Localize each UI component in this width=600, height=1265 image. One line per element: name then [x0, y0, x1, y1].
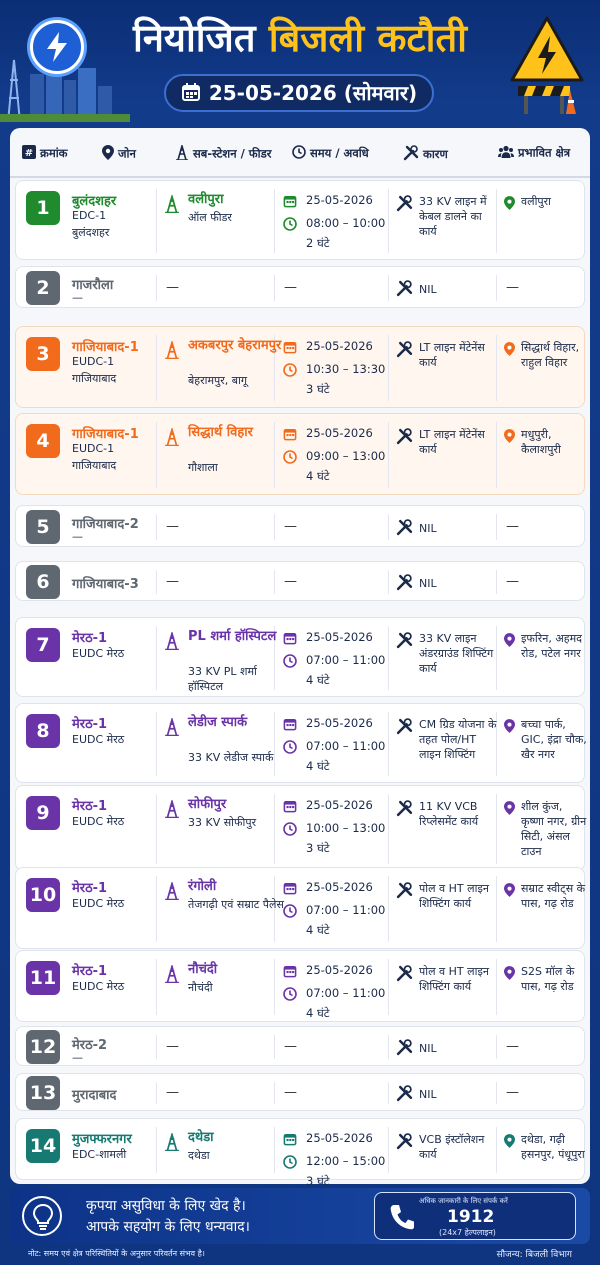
column-divider: [274, 514, 275, 540]
column-divider: [156, 876, 157, 942]
row-number-badge: 6: [26, 565, 60, 599]
column-divider: [274, 570, 275, 594]
empty-area: —: [506, 280, 519, 295]
zone-name: मुरादाबाद: [72, 1088, 117, 1103]
empty-area: —: [506, 574, 519, 589]
tools-icon: [403, 145, 419, 164]
table-row: [15, 1026, 585, 1066]
clock-icon: [283, 362, 297, 381]
calendar-icon: [283, 339, 297, 358]
column-divider: [388, 514, 389, 540]
table-row: [15, 1073, 585, 1111]
zone-name: गाजियाबाद-1: [72, 427, 139, 442]
affected-area: वलीपुरा: [521, 195, 552, 208]
table-header: [10, 128, 590, 178]
feeder-name: तेजगढ़ी एवं सम्राट पैलेस: [188, 898, 284, 911]
column-divider: [156, 570, 157, 594]
row-number-badge: 9: [26, 796, 60, 830]
outage-time: 08:00 – 10:00: [306, 216, 386, 230]
reason-text: पोल व HT लाइन शिफ्टिंग कार्य: [419, 965, 489, 993]
transmission-tower-icon: [164, 428, 180, 450]
affected-area: दथेडा, गढ़ी हसनपुर, पंधूपुरा: [521, 1133, 585, 1161]
column-divider: [388, 189, 389, 253]
transmission-tower-icon: [164, 718, 180, 740]
affected-area: शील कुंज, कृष्णा नगर, ग्रीन सिटी, अंसल टाउन: [521, 800, 587, 858]
table-row: [15, 505, 585, 547]
reason-text: 33 KV लाइन अंडरग्राउंड शिफ्टिंग कार्य: [419, 632, 494, 675]
substation-name: सिद्धार्थ विहार: [188, 425, 253, 440]
row-number-badge: 13: [26, 1076, 60, 1110]
column-divider: [388, 794, 389, 864]
calendar-icon: [283, 1131, 297, 1150]
zone-sub: EUDC-1: [72, 355, 115, 368]
column-divider: [388, 570, 389, 594]
tools-icon: [396, 965, 413, 986]
column-divider: [274, 1035, 275, 1059]
transmission-tower-icon: [164, 882, 180, 904]
outage-date: 25-05-2026: [306, 798, 373, 812]
feeder-name: बेहरामपुर, बागू: [188, 374, 248, 387]
tools-icon: [396, 1085, 413, 1106]
phone-icon: [389, 1203, 415, 1231]
contact-box[interactable]: [374, 1192, 576, 1240]
substation-name: वलीपुरा: [188, 192, 224, 207]
outage-date: 25-05-2026: [306, 880, 373, 894]
feeder-name: 33 KV PL शर्मा हॉस्पिटल: [188, 665, 257, 693]
calendar-icon: [181, 78, 201, 112]
column-divider: [388, 275, 389, 301]
tools-icon: [396, 428, 413, 449]
reason-text: CM ग्रिड योजना के तहत पोल/HT लाइन शिफ्टिंग: [419, 718, 497, 761]
empty-time: —: [284, 1039, 297, 1054]
hash-icon: [22, 145, 36, 162]
location-pin-icon: [504, 341, 515, 360]
column-divider: [156, 1082, 157, 1104]
affected-area: इफरिन, अहमद रोड, पटेल नगर: [521, 632, 582, 660]
outage-duration: 4 घंटे: [306, 759, 330, 773]
location-pin-icon: [504, 800, 515, 819]
contact-label: अधिक जानकारी के लिए संपर्क करें: [419, 1197, 508, 1205]
lightbulb-icon: [22, 1196, 62, 1236]
clock-icon: [283, 1154, 297, 1173]
zone-sub: EDC-शामली: [72, 1148, 127, 1161]
empty-time: —: [284, 574, 297, 589]
reason-text: VCB इंस्टॉलेशन कार्य: [419, 1133, 485, 1161]
affected-area: सिद्धार्थ विहार, राहुल विहार: [521, 341, 580, 369]
outage-table: [10, 128, 590, 1188]
outage-time: 12:00 – 15:00: [306, 1154, 386, 1168]
table-row: [15, 867, 585, 949]
row-number-badge: 2: [26, 271, 60, 305]
calendar-icon: [283, 716, 297, 735]
substation-name: सोफीपुर: [188, 797, 227, 812]
row-number-badge: 4: [26, 424, 60, 458]
transmission-tower-icon: [164, 632, 180, 654]
calendar-icon: [283, 880, 297, 899]
outage-time: 10:30 – 13:30: [306, 362, 386, 376]
empty-substation: —: [166, 574, 179, 589]
clock-icon: [283, 653, 297, 672]
zone-name: गाजियाबाद-2: [72, 517, 139, 532]
col-zone: जोन: [102, 145, 136, 163]
row-number-badge: 3: [26, 337, 60, 371]
table-row: [15, 326, 585, 408]
zone-sub: EUDC मेरठ: [72, 647, 125, 660]
warning-sign-icon: [510, 14, 584, 118]
outage-date: 25-05-2026: [306, 339, 373, 353]
col-time: समय / अवधि: [292, 145, 369, 162]
outage-duration: 4 घंटे: [306, 923, 330, 937]
zone-sub2: गाजियाबाद: [72, 459, 117, 472]
zone-name: गाजियाबाद-1: [72, 340, 139, 355]
zone-sub: EUDC मेरठ: [72, 897, 125, 910]
row-number-badge: 1: [26, 191, 60, 225]
column-divider: [156, 335, 157, 401]
empty-area: —: [506, 519, 519, 534]
column-divider: [388, 876, 389, 942]
outage-time: 07:00 – 11:00: [306, 986, 386, 1000]
location-pin-icon: [504, 195, 515, 214]
outage-duration: 3 घंटे: [306, 841, 330, 855]
column-divider: [388, 712, 389, 776]
reason-text: 11 KV VCB रिप्लेसमेंट कार्य: [419, 800, 479, 828]
column-divider: [156, 1127, 157, 1173]
page-title: [100, 10, 500, 66]
empty-substation: —: [166, 1039, 179, 1054]
reason-text: NIL: [419, 1088, 437, 1101]
row-number-badge: 7: [26, 628, 60, 662]
substation-name: दथेडा: [188, 1130, 214, 1145]
date-pill: [164, 74, 434, 112]
row-number-badge: 5: [26, 510, 60, 544]
zone-sub: —: [72, 291, 83, 304]
calendar-icon: [283, 193, 297, 212]
zone-sub: EUDC मेरठ: [72, 980, 125, 993]
column-divider: [388, 1127, 389, 1173]
feeder-name: नौचंदी: [188, 981, 213, 994]
outage-date: 25-05-2026: [306, 193, 373, 207]
table-row: [15, 950, 585, 1022]
column-divider: [156, 514, 157, 540]
column-divider: [388, 335, 389, 401]
tools-icon: [396, 341, 413, 362]
header: [0, 0, 600, 122]
reason-text: 33 KV लाइन में केबल डालने का कार्य: [419, 195, 487, 238]
transmission-tower-icon: [164, 195, 180, 217]
affected-area: S2S मॉल के पास, गढ़ रोड: [521, 965, 575, 993]
zone-name: गाजियाबाद-3: [72, 577, 139, 592]
footer-message-2: आपके सहयोग के लिए धन्यवाद।: [86, 1219, 250, 1235]
transmission-tower-icon: [164, 965, 180, 987]
empty-substation: —: [166, 280, 179, 295]
tools-icon: [396, 574, 413, 595]
table-row: [15, 785, 585, 871]
substation-name: रंगोली: [188, 879, 217, 894]
feeder-name: 33 KV लेडीज स्पार्क: [188, 751, 274, 764]
column-divider: [156, 189, 157, 253]
table-row: [15, 180, 585, 260]
table-row: [15, 561, 585, 601]
column-divider: [388, 1082, 389, 1104]
helpline-label: (24x7 हेल्पलाइन): [439, 1228, 496, 1237]
transmission-tower-icon: [164, 341, 180, 363]
table-row: [15, 1118, 585, 1188]
outage-duration: 4 घंटे: [306, 1006, 330, 1020]
calendar-icon: [283, 426, 297, 445]
substation-name: लेडीज स्पार्क: [188, 715, 248, 730]
zone-sub: EUDC मेरठ: [72, 815, 125, 828]
empty-time: —: [284, 519, 297, 534]
clock-icon: [283, 821, 297, 840]
outage-date: 25-05-2026: [306, 630, 373, 644]
tools-icon: [396, 718, 413, 739]
transmission-tower-icon: [175, 145, 189, 163]
location-pin-icon: [102, 145, 114, 163]
column-divider: [274, 275, 275, 301]
clock-icon: [283, 216, 297, 235]
clock-icon: [283, 739, 297, 758]
outage-time: 10:00 – 13:00: [306, 821, 386, 835]
calendar-icon: [283, 963, 297, 982]
footer-message-1: कृपया असुविधा के लिए खेद है।: [86, 1198, 246, 1214]
calendar-icon: [283, 798, 297, 817]
outage-date: 25-05-2026: [306, 1131, 373, 1145]
outage-time: 07:00 – 11:00: [306, 903, 386, 917]
column-divider: [156, 275, 157, 301]
zone-name: मेरठ-1: [72, 717, 108, 732]
footnote: नोट: समय एवं क्षेत्र परिस्थितियों के अनुसार परिवर्तन संभव है।: [28, 1249, 205, 1258]
substation-name: PL शर्मा हॉस्पिटल: [188, 629, 277, 644]
column-divider: [156, 1035, 157, 1059]
outage-duration: 3 घंटे: [306, 382, 330, 396]
outage-duration: 2 घंटे: [306, 236, 330, 250]
column-divider: [388, 959, 389, 1015]
outage-time: 07:00 – 11:00: [306, 739, 386, 753]
svg-text:#: #: [24, 148, 34, 159]
empty-substation: —: [166, 519, 179, 534]
clock-icon: [283, 449, 297, 468]
feeder-name: 33 KV सोफीपुर: [188, 816, 257, 829]
calendar-icon: [283, 630, 297, 649]
clock-icon: [283, 986, 297, 1005]
transmission-tower-icon: [164, 800, 180, 822]
tools-icon: [396, 800, 413, 821]
empty-area: —: [506, 1039, 519, 1054]
header-date: 25-05-2026 (सोमवार): [208, 81, 418, 105]
reason-text: NIL: [419, 1042, 437, 1055]
outage-date: 25-05-2026: [306, 963, 373, 977]
footer: [10, 1188, 590, 1244]
column-divider: [156, 422, 157, 488]
table-row: [15, 266, 585, 308]
empty-time: —: [284, 1085, 297, 1100]
col-reason: कारण: [403, 145, 448, 164]
outage-duration: 4 घंटे: [306, 673, 330, 687]
row-number-badge: 14: [26, 1129, 60, 1163]
zone-name: मेरठ-1: [72, 799, 108, 814]
column-divider: [388, 626, 389, 690]
outage-duration: 3 घंटे: [306, 1174, 330, 1188]
reason-text: NIL: [419, 522, 437, 535]
row-number-badge: 10: [26, 878, 60, 912]
location-pin-icon: [504, 718, 515, 737]
clock-icon: [283, 903, 297, 922]
transmission-tower-icon: [164, 1133, 180, 1155]
location-pin-icon: [504, 632, 515, 651]
outage-date: 25-05-2026: [306, 426, 373, 440]
zone-name: मेरठ-1: [72, 631, 108, 646]
location-pin-icon: [504, 965, 515, 984]
zone-sub: —: [72, 1051, 83, 1064]
zone-name: गाजरौला: [72, 278, 114, 293]
zone-sub: EUDC-1: [72, 442, 115, 455]
zone-sub: —: [72, 530, 83, 543]
location-pin-icon: [504, 1133, 515, 1152]
location-pin-icon: [504, 882, 515, 901]
outage-time: 09:00 – 13:00: [306, 449, 386, 463]
tools-icon: [396, 519, 413, 540]
zone-name: बुलंदशहर: [72, 194, 117, 209]
zone-name: मेरठ-2: [72, 1038, 108, 1053]
reason-text: NIL: [419, 283, 437, 296]
reason-text: पोल व HT लाइन शिफ्टिंग कार्य: [419, 882, 489, 910]
affected-area: सम्राट स्वीट्स के पास, गढ़ रोड: [521, 882, 586, 910]
reason-text: LT लाइन मेंटेनेंस कार्य: [419, 428, 485, 456]
col-substation: सब-स्टेशन / फीडर: [175, 145, 272, 163]
reason-text: NIL: [419, 577, 437, 590]
outage-time: 07:00 – 11:00: [306, 653, 386, 667]
lightning-bolt-icon: [30, 20, 84, 74]
empty-time: —: [284, 280, 297, 295]
zone-sub2: बुलंदशहर: [72, 226, 110, 239]
reason-text: LT लाइन मेंटेनेंस कार्य: [419, 341, 485, 369]
tools-icon: [396, 882, 413, 903]
tools-icon: [396, 1133, 413, 1154]
zone-sub: EUDC मेरठ: [72, 733, 125, 746]
empty-area: —: [506, 1085, 519, 1100]
tools-icon: [396, 1039, 413, 1060]
feeder-name: दथेडा: [188, 1149, 210, 1162]
tools-icon: [396, 195, 413, 216]
feeder-name: गौशाला: [188, 461, 218, 474]
helpline-number[interactable]: 1912: [447, 1207, 495, 1227]
people-icon: [498, 145, 514, 161]
substation-name: नौचंदी: [188, 962, 218, 977]
column-divider: [156, 712, 157, 776]
column-divider: [388, 422, 389, 488]
outage-date: 25-05-2026: [306, 716, 373, 730]
affected-area: बच्चा पार्क, GIC, इंद्रा चौक, खैर नगर: [521, 718, 587, 761]
table-row: [15, 413, 585, 495]
row-number-badge: 12: [26, 1030, 60, 1064]
clock-icon: [292, 145, 306, 162]
table-row: [15, 703, 585, 783]
row-number-badge: 8: [26, 714, 60, 748]
feeder-name: ऑल फीडर: [188, 211, 232, 224]
col-serial: # क्रमांक: [22, 145, 68, 162]
zone-name: मुजफ्फरनगर: [72, 1132, 132, 1147]
col-area: प्रभावित क्षेत्र: [498, 145, 570, 161]
zone-sub: EDC-1: [72, 209, 107, 222]
zone-name: मेरठ-1: [72, 881, 108, 896]
outage-duration: 4 घंटे: [306, 469, 330, 483]
empty-substation: —: [166, 1085, 179, 1100]
location-pin-icon: [504, 428, 515, 447]
tools-icon: [396, 632, 413, 653]
table-row: [15, 617, 585, 697]
tools-icon: [396, 280, 413, 301]
zone-name: मेरठ-1: [72, 964, 108, 979]
column-divider: [156, 626, 157, 690]
column-divider: [274, 1082, 275, 1104]
column-divider: [156, 959, 157, 1015]
credit: सौजन्य: बिजली विभाग: [496, 1250, 572, 1260]
column-divider: [388, 1035, 389, 1059]
title-part1: नियोजित: [132, 16, 256, 60]
title-part2: बिजली कटौती: [268, 16, 467, 60]
substation-name: अकबरपुर बेहरामपुर: [188, 338, 282, 353]
zone-sub2: गाजियाबाद: [72, 372, 117, 385]
row-number-badge: 11: [26, 961, 60, 995]
affected-area: मधुपुरी, कैलाशपुरी: [521, 428, 561, 456]
column-divider: [156, 794, 157, 864]
